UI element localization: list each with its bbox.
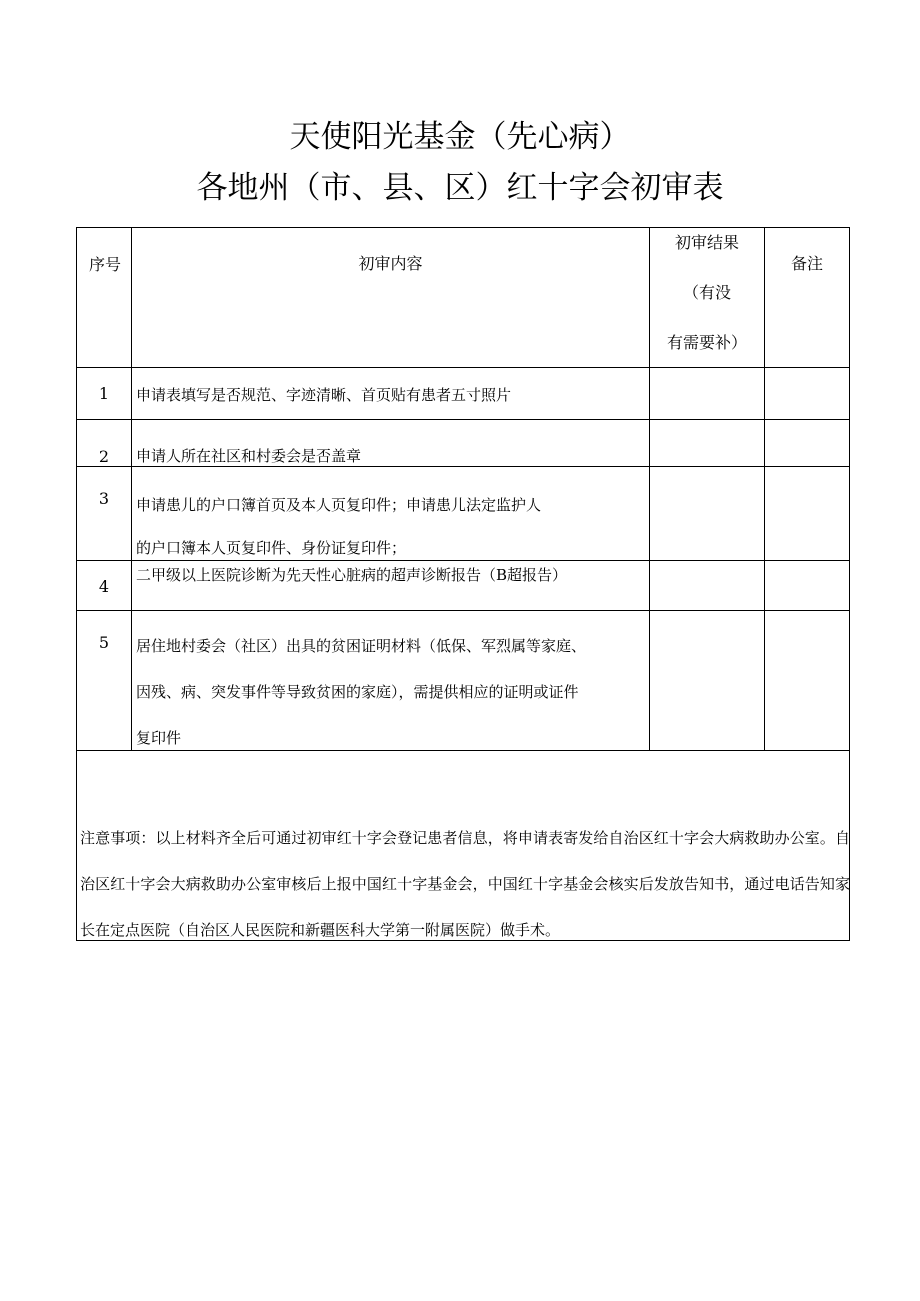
table-row [77,467,850,561]
header-content: 初审内容 [358,254,423,273]
header-result-line1: 初审结果 [674,233,739,252]
header-note: 备注 [790,254,823,273]
row-number: 4 [98,577,110,596]
row-note-cell[interactable] [765,467,850,561]
row-num-cell [77,467,132,561]
row-note-cell[interactable] [765,611,850,751]
row-result-cell[interactable] [650,420,765,467]
row-content-cell [132,561,650,611]
row-note-cell[interactable] [765,420,850,467]
row-content-text: 居住地村委会（社区）出具的贫困证明材料（低保、军烈属等家庭、 [136,637,587,655]
notice-text: 注意事项：以上材料齐全后可通过初审红十字会登记患者信息，将申请表寄发给自治区红十字会大病救助办公室。自治区红十字会大病救助办公室审核后上报中国红十字基金会，中国红十字基金会核实后发放告知书，通过电话告知家长在定点医院（自治区人民医院和新疆医科大学第一附属医院）做手术。 [80,829,850,939]
notice-row [77,751,850,941]
row-content-text: 申请表填写是否规范、字迹清晰、首页贴有患者五寸照片 [136,386,512,404]
review-form-table [76,227,850,941]
row-content-text: 申请人所在社区和村委会是否盖章 [136,447,362,465]
notice-cell [77,751,850,941]
row-content-text: 二甲级以上医院诊断为先天性心脏病的超声诊断报告（B超报告） [136,566,568,584]
header-result-line3: 有需要补） [666,333,747,352]
row-result-cell[interactable] [650,368,765,420]
row-number: 5 [98,633,110,652]
row-content-cell [132,420,650,467]
row-result-cell[interactable] [650,467,765,561]
row-content-text: 申请患儿的户口簿首页及本人页复印件；申请患儿法定监护人 [136,496,542,514]
row-note-cell[interactable] [765,368,850,420]
row-note-cell[interactable] [765,561,850,611]
header-result-cell [650,228,765,368]
form-title-line2: 各地州（市、县、区）红十字会初审表 [196,170,724,206]
form-title-line1: 天使阳光基金（先心病） [289,119,631,155]
header-seq-cell [77,228,132,368]
header-note-cell [765,228,850,368]
header-seq: 序号 [89,255,122,274]
header-content-cell [132,228,650,368]
header-result-line2: （有没 [682,283,731,302]
row-content-cell [132,368,650,420]
row-content-cell [132,611,650,751]
row-number: 3 [98,489,110,508]
row-num-cell [77,420,132,467]
row-number: 2 [98,447,110,466]
row-content-text: 复印件 [136,729,182,747]
row-num-cell [77,611,132,751]
row-result-cell[interactable] [650,561,765,611]
table-row [77,420,850,467]
row-num-cell [77,561,132,611]
row-content-text: 的户口簿本人页复印件、身份证复印件； [136,539,407,557]
row-number: 1 [98,384,110,403]
row-content-cell [132,467,650,561]
row-content-text: 因残、病、突发事件等导致贫困的家庭），需提供相应的证明或证件 [136,683,579,701]
table-header-row [77,228,850,368]
table-row [77,611,850,751]
row-result-cell[interactable] [650,611,765,751]
table-row [77,561,850,611]
table-row [77,368,850,420]
row-num-cell [77,368,132,420]
